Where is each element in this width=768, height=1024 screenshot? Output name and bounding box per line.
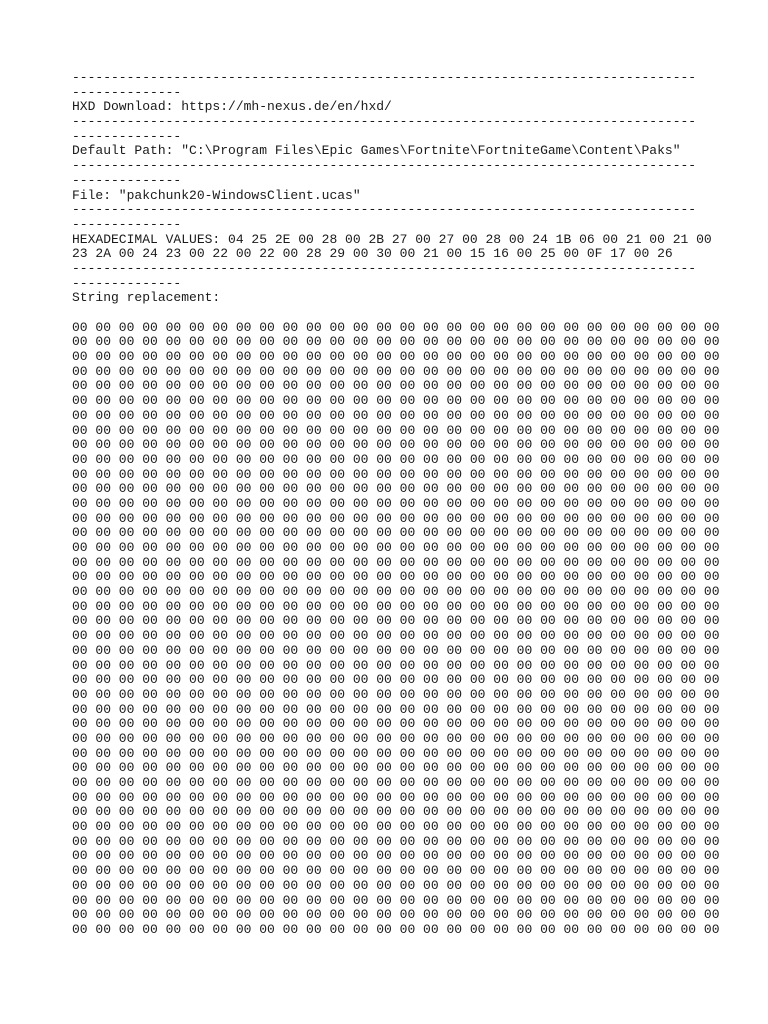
file-line: File: "pakchunk20-WindowsClient.ucas" <box>72 187 361 203</box>
separator-line: -------------- <box>72 128 182 144</box>
zero-hex-row: 00 00 00 00 00 00 00 00 00 00 00 00 00 00 00 00 00 00 00 00 00 00 00 00 00 00 00 00 <box>72 628 720 644</box>
zero-hex-row: 00 00 00 00 00 00 00 00 00 00 00 00 00 00 00 00 00 00 00 00 00 00 00 00 00 00 00 00 <box>72 877 720 893</box>
zero-hex-row: 00 00 00 00 00 00 00 00 00 00 00 00 00 00 00 00 00 00 00 00 00 00 00 00 00 00 00 00 <box>72 554 720 570</box>
zero-hex-row: 00 00 00 00 00 00 00 00 00 00 00 00 00 00 00 00 00 00 00 00 00 00 00 00 00 00 00 00 <box>72 848 720 864</box>
zero-hex-row: 00 00 00 00 00 00 00 00 00 00 00 00 00 00 00 00 00 00 00 00 00 00 00 00 00 00 00 00 <box>72 540 720 555</box>
zero-hex-row: 00 00 00 00 00 00 00 00 00 00 00 00 00 00 00 00 00 00 00 00 00 00 00 00 00 00 00 00 <box>72 319 720 335</box>
zero-hex-row: 00 00 00 00 00 00 00 00 00 00 00 00 00 00 00 00 00 00 00 00 00 00 00 00 00 00 00 00 <box>72 378 720 394</box>
zero-hex-row: 00 00 00 00 00 00 00 00 00 00 00 00 00 00 00 00 00 00 00 00 00 00 00 00 00 00 00 00 <box>72 349 720 365</box>
zero-hex-row: 00 00 00 00 00 00 00 00 00 00 00 00 00 00 00 00 00 00 00 00 00 00 00 00 00 00 00 00 <box>72 730 720 746</box>
zero-hex-row: 00 00 00 00 00 00 00 00 00 00 00 00 00 00 00 00 00 00 00 00 00 00 00 00 00 00 00 00 <box>72 863 720 879</box>
zero-hex-row: 00 00 00 00 00 00 00 00 00 00 00 00 00 00 00 00 00 00 00 00 00 00 00 00 00 00 00 00 <box>72 642 720 658</box>
zero-hex-row: 00 00 00 00 00 00 00 00 00 00 00 00 00 00 00 00 00 00 00 00 00 00 00 00 00 00 00 00 <box>72 745 720 761</box>
zero-hex-block <box>72 319 720 938</box>
zero-hex-row: 00 00 00 00 00 00 00 00 00 00 00 00 00 00 00 00 00 00 00 00 00 00 00 00 00 00 00 00 <box>72 598 720 614</box>
separator-line: -------------------------------------------------------------------------------- <box>72 202 697 218</box>
zero-hex-row: 00 00 00 00 00 00 00 00 00 00 00 00 00 00 00 00 00 00 00 00 00 00 00 00 00 00 00 00 <box>72 833 720 849</box>
zero-hex-row: 00 00 00 00 00 00 00 00 00 00 00 00 00 00 00 00 00 00 00 00 00 00 00 00 00 00 00 00 <box>72 363 720 379</box>
default-path-line: Default Path: "C:\Program Files\Epic Games\Fortnite\FortniteGame\Content\Paks" <box>72 143 681 159</box>
zero-hex-row: 00 00 00 00 00 00 00 00 00 00 00 00 00 00 00 00 00 00 00 00 00 00 00 00 00 00 00 00 <box>72 657 720 673</box>
zero-hex-row: 00 00 00 00 00 00 00 00 00 00 00 00 00 00 00 00 00 00 00 00 00 00 00 00 00 00 00 00 <box>72 613 720 629</box>
separator-line: -------------------------------------------------------------------------------- <box>72 114 697 130</box>
zero-hex-row: 00 00 00 00 00 00 00 00 00 00 00 00 00 00 00 00 00 00 00 00 00 00 00 00 00 00 00 00 <box>72 451 720 467</box>
zero-hex-row: 00 00 00 00 00 00 00 00 00 00 00 00 00 00 00 00 00 00 00 00 00 00 00 00 00 00 00 00 <box>72 569 720 585</box>
separator-line: -------------- <box>72 172 182 188</box>
string-replacement-line: String replacement: <box>72 290 221 306</box>
zero-hex-row: 00 00 00 00 00 00 00 00 00 00 00 00 00 00 00 00 00 00 00 00 00 00 00 00 00 00 00 00 <box>72 525 720 541</box>
separator-line: -------------- <box>72 275 182 291</box>
separator-line: -------------- <box>72 216 182 232</box>
zero-hex-row: 00 00 00 00 00 00 00 00 00 00 00 00 00 00 00 00 00 00 00 00 00 00 00 00 00 00 00 00 <box>72 334 720 350</box>
zero-hex-row: 00 00 00 00 00 00 00 00 00 00 00 00 00 00 00 00 00 00 00 00 00 00 00 00 00 00 00 00 <box>72 892 720 908</box>
zero-hex-row: 00 00 00 00 00 00 00 00 00 00 00 00 00 00 00 00 00 00 00 00 00 00 00 00 00 00 00 00 <box>72 775 720 790</box>
zero-hex-row: 00 00 00 00 00 00 00 00 00 00 00 00 00 00 00 00 00 00 00 00 00 00 00 00 00 00 00 00 <box>72 716 720 732</box>
hex-values-line-2: 23 2A 00 24 23 00 22 00 22 00 28 29 00 30 00 21 00 15 16 00 25 00 0F 17 00 26 <box>72 246 673 262</box>
zero-hex-row: 00 00 00 00 00 00 00 00 00 00 00 00 00 00 00 00 00 00 00 00 00 00 00 00 00 00 00 00 <box>72 495 720 511</box>
separator-line: -------------------------------------------------------------------------------- <box>72 260 697 276</box>
zero-hex-row: 00 00 00 00 00 00 00 00 00 00 00 00 00 00 00 00 00 00 00 00 00 00 00 00 00 00 00 00 <box>72 510 720 526</box>
zero-hex-row: 00 00 00 00 00 00 00 00 00 00 00 00 00 00 00 00 00 00 00 00 00 00 00 00 00 00 00 00 <box>72 701 720 717</box>
zero-hex-row: 00 00 00 00 00 00 00 00 00 00 00 00 00 00 00 00 00 00 00 00 00 00 00 00 00 00 00 00 <box>72 437 720 453</box>
zero-hex-row: 00 00 00 00 00 00 00 00 00 00 00 00 00 00 00 00 00 00 00 00 00 00 00 00 00 00 00 00 <box>72 760 720 776</box>
zero-hex-row: 00 00 00 00 00 00 00 00 00 00 00 00 00 00 00 00 00 00 00 00 00 00 00 00 00 00 00 00 <box>72 393 720 409</box>
hex-values-line-1: HEXADECIMAL VALUES: 04 25 2E 00 28 00 2B 27 00 27 00 28 00 24 1B 06 00 21 00 21 00 <box>72 231 712 247</box>
separator-line: -------------------------------------------------------------------------------- <box>72 70 697 85</box>
zero-hex-row: 00 00 00 00 00 00 00 00 00 00 00 00 00 00 00 00 00 00 00 00 00 00 00 00 00 00 00 00 <box>72 819 720 835</box>
zero-hex-row: 00 00 00 00 00 00 00 00 00 00 00 00 00 00 00 00 00 00 00 00 00 00 00 00 00 00 00 00 <box>72 789 720 805</box>
zero-hex-row: 00 00 00 00 00 00 00 00 00 00 00 00 00 00 00 00 00 00 00 00 00 00 00 00 00 00 00 00 <box>72 422 720 438</box>
zero-hex-row: 00 00 00 00 00 00 00 00 00 00 00 00 00 00 00 00 00 00 00 00 00 00 00 00 00 00 00 00 <box>72 407 720 423</box>
separator-line: -------------------------------------------------------------------------------- <box>72 158 697 174</box>
separator-line: -------------- <box>72 84 182 100</box>
zero-hex-row: 00 00 00 00 00 00 00 00 00 00 00 00 00 00 00 00 00 00 00 00 00 00 00 00 00 00 00 00 <box>72 672 720 688</box>
zero-hex-row: 00 00 00 00 00 00 00 00 00 00 00 00 00 00 00 00 00 00 00 00 00 00 00 00 00 00 00 00 <box>72 481 720 497</box>
zero-hex-row: 00 00 00 00 00 00 00 00 00 00 00 00 00 00 00 00 00 00 00 00 00 00 00 00 00 00 00 00 <box>72 686 720 702</box>
zero-hex-row: 00 00 00 00 00 00 00 00 00 00 00 00 00 00 00 00 00 00 00 00 00 00 00 00 00 00 00 00 <box>72 466 720 482</box>
zero-hex-row: 00 00 00 00 00 00 00 00 00 00 00 00 00 00 00 00 00 00 00 00 00 00 00 00 00 00 00 00 <box>72 907 720 923</box>
blank-line <box>72 306 712 321</box>
zero-hex-row: 00 00 00 00 00 00 00 00 00 00 00 00 00 00 00 00 00 00 00 00 00 00 00 00 00 00 00 00 <box>72 804 720 820</box>
hxd-download-line: HXD Download: https://mh-nexus.de/en/hxd/ <box>72 99 392 115</box>
zero-hex-row: 00 00 00 00 00 00 00 00 00 00 00 00 00 00 00 00 00 00 00 00 00 00 00 00 00 00 00 00 <box>72 921 720 937</box>
zero-hex-row: 00 00 00 00 00 00 00 00 00 00 00 00 00 00 00 00 00 00 00 00 00 00 00 00 00 00 00 00 <box>72 584 720 600</box>
document-content <box>72 70 720 938</box>
